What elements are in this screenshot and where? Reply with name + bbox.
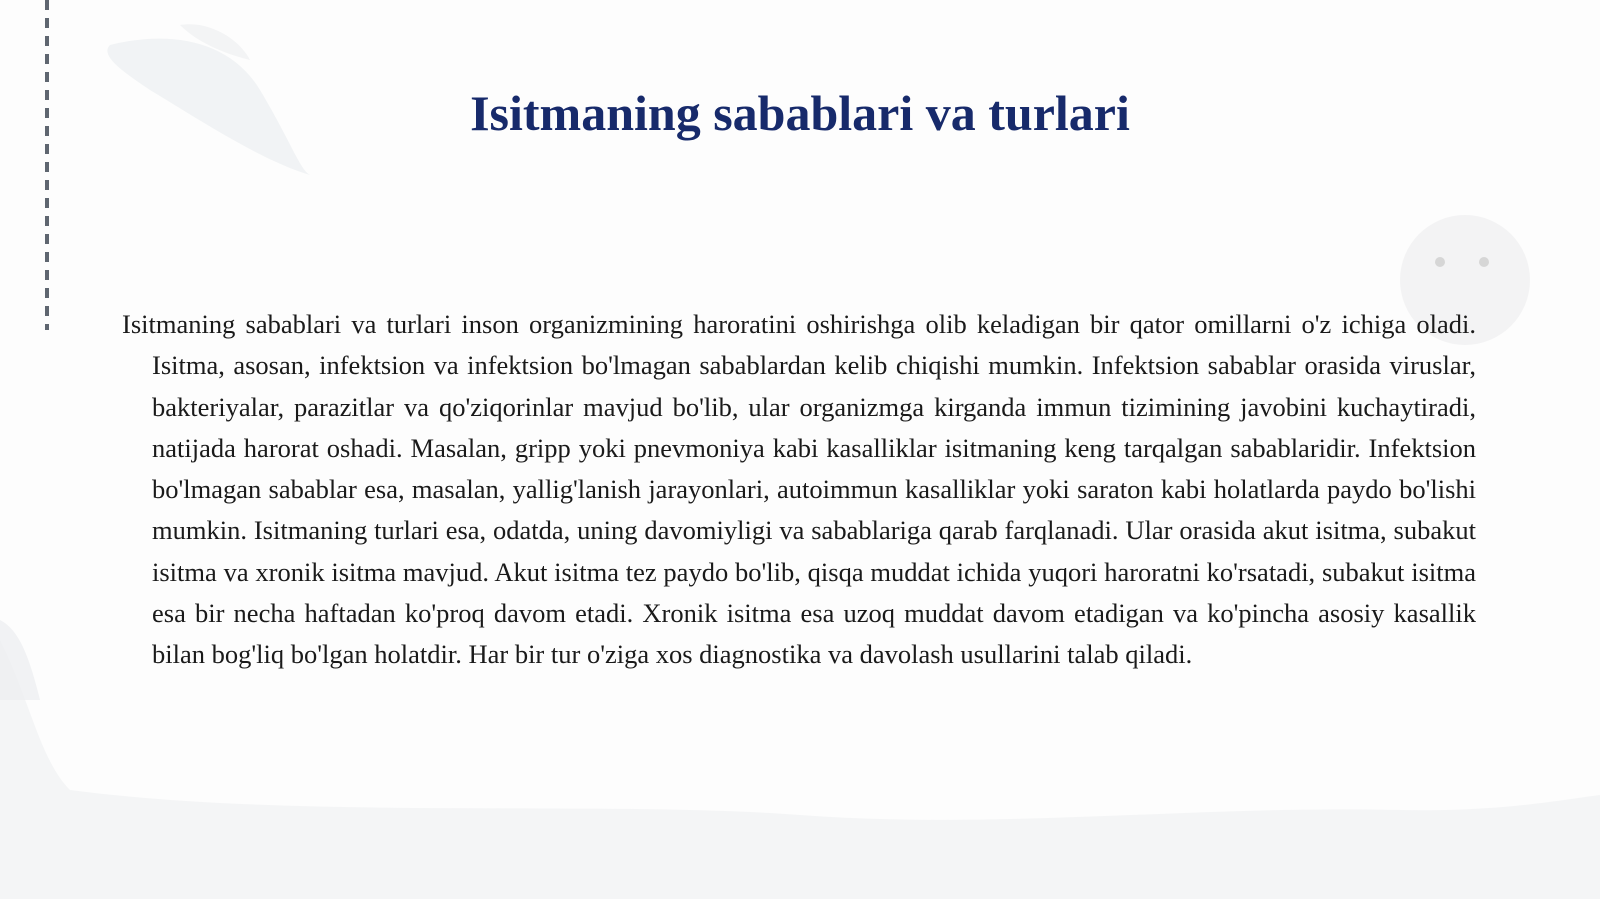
slide-body-text: Isitmaning sabablari va turlari inson organizmining haroratini oshirishga olib keladigan bir qator omillarni o'z ichiga oladi. Isitma, asosan, infektsion va infektsion bo'lmagan sabablardan kelib chiqishi mumkin. Infektsion sabablar orasida viruslar, bakteriyalar, parazitlar va qo'ziqorinlar mavjud bo'lib, ular organizmga kirganda immun tizimining javobini kuchaytiradi, natijada harorat oshadi. Masalan, gripp yoki pnevmoniya kabi kasalliklar isitmaning keng tarqalgan sabablaridir. Infektsion bo'lmagan sabablar esa, masalan, yallig'lanish jarayonlari, autoimmun kasalliklar yoki saraton kabi holatlarda paydo bo'lishi mumkin. Isitmaning turlari esa, odatda, uning davomiyligi va sabablariga qarab farqlanadi. Ular orasida akut isitma, subakut isitma va xronik isitma mavjud. Akut isitma tez paydo bo'lib, qisqa muddat ichida yuqori haroratni ko'rsatadi, subakut isitma esa bir necha haftadan ko'proq davom etadi. Xronik isitma esa uzoq muddat davom etadigan va ko'pincha asosiy kasallik bilan bog'liq bo'lgan holatdir. Har bir tur o'ziga xos diagnostika va davolash usullarini talab qiladi. <box>122 309 1476 670</box>
dashed-vertical-line <box>45 0 49 330</box>
dot <box>1479 257 1489 267</box>
dots-decoration <box>1435 257 1495 269</box>
slide-title: Isitmaning sabablari va turlari <box>470 85 1130 141</box>
dot <box>1435 257 1445 267</box>
